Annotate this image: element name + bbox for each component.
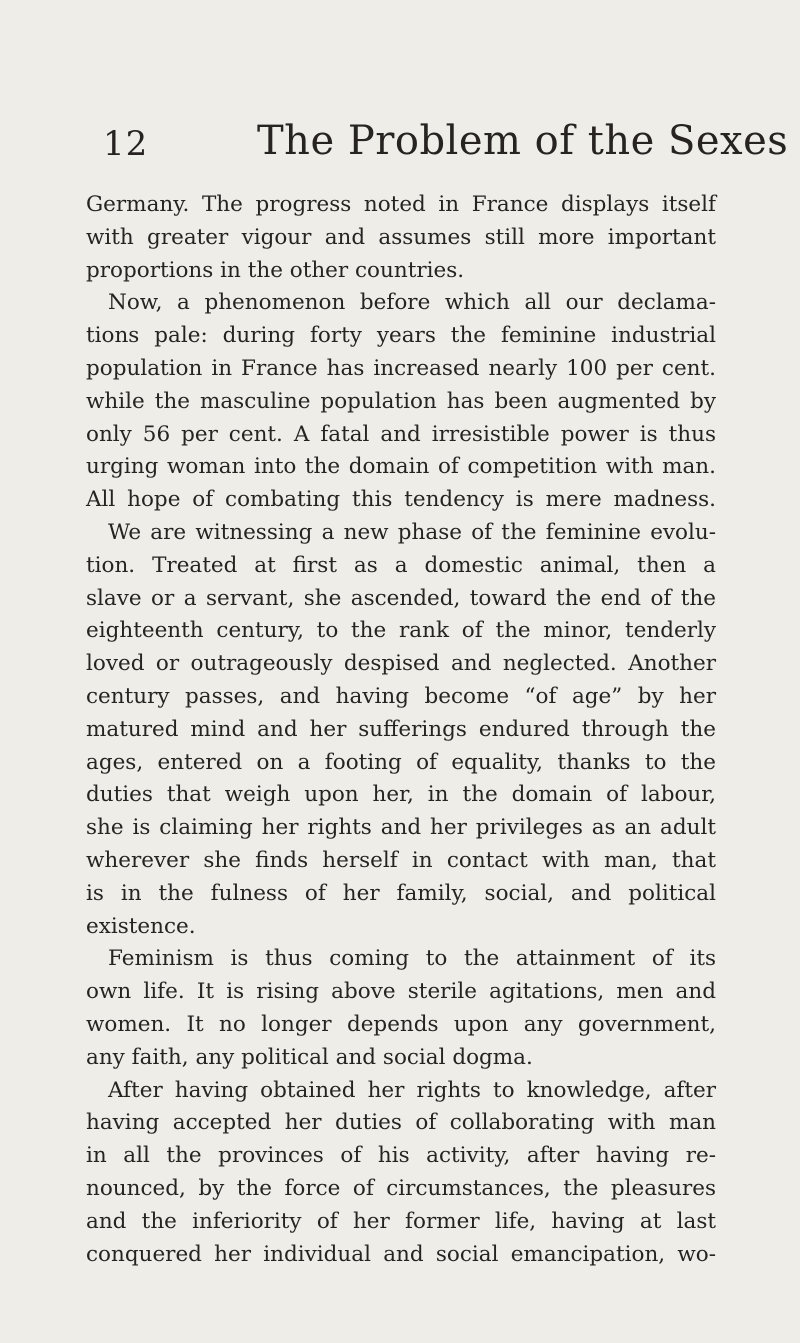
text-line: duties that weigh upon her, in the domain of labour, — [86, 782, 716, 808]
text-line: existence. — [86, 913, 196, 939]
text-line: in all the provinces of his activity, after having re- — [86, 1143, 716, 1169]
text-line: proportions in the other countries. — [86, 257, 465, 283]
text-line: slave or a servant, she ascended, toward the end of the — [86, 585, 716, 611]
running-title: The Problem of the Sexes — [257, 118, 789, 164]
text-line: century passes, and having become “of age” by her — [86, 683, 716, 709]
text-line: only 56 per cent. A fatal and irresistible power is thus — [86, 421, 716, 447]
text-line: urging woman into the domain of competition with man. — [86, 454, 716, 480]
text-line: ages, entered on a footing of equality, thanks to the — [86, 749, 716, 775]
text-line: and the inferiority of her former life, having at last — [86, 1208, 716, 1234]
text-line: having accepted her duties of collaborating with man — [86, 1110, 716, 1136]
text-line: tion. Treated at first as a domestic animal, then a — [86, 552, 716, 578]
text-line: population in France has increased nearly 100 per cent. — [86, 355, 716, 381]
text-line: conquered her individual and social emancipation, wo- — [86, 1241, 716, 1267]
text-line: loved or outrageously despised and neglected. Another — [86, 651, 716, 677]
running-head — [103, 118, 789, 168]
text-line: own life. It is rising above sterile agitations, men and — [86, 979, 716, 1005]
text-line: she is claiming her rights and her privileges as an adult — [86, 815, 716, 841]
text-line: with greater vigour and assumes still more important — [86, 224, 716, 250]
text-line: Feminism is thus coming to the attainment of its — [108, 946, 716, 972]
body-text — [86, 189, 716, 1271]
text-line: All hope of combating this tendency is mere madness. — [86, 487, 716, 513]
text-line: is in the fulness of her family, social, and political — [86, 880, 716, 906]
text-line: wherever she finds herself in contact with man, that — [86, 847, 716, 873]
text-line: while the masculine population has been augmented by — [86, 388, 716, 414]
text-line: We are witnessing a new phase of the feminine evolu- — [108, 519, 716, 545]
page-number: 12 — [103, 124, 149, 164]
text-line: Germany. The progress noted in France displays itself — [86, 192, 716, 217]
text-line: nounced, by the force of circumstances, the pleasures — [86, 1175, 716, 1201]
text-line: Now, a phenomenon before which all our declama- — [108, 290, 716, 316]
text-line: After having obtained her rights to knowledge, after — [108, 1077, 716, 1103]
text-line: women. It no longer depends upon any government, — [86, 1011, 716, 1037]
text-line: tions pale: during forty years the feminine industrial — [86, 323, 716, 349]
text-line: matured mind and her sufferings endured through the — [86, 716, 716, 742]
text-line: eighteenth century, to the rank of the minor, tenderly — [86, 618, 716, 644]
text-line: any faith, any political and social dogma. — [86, 1044, 533, 1070]
